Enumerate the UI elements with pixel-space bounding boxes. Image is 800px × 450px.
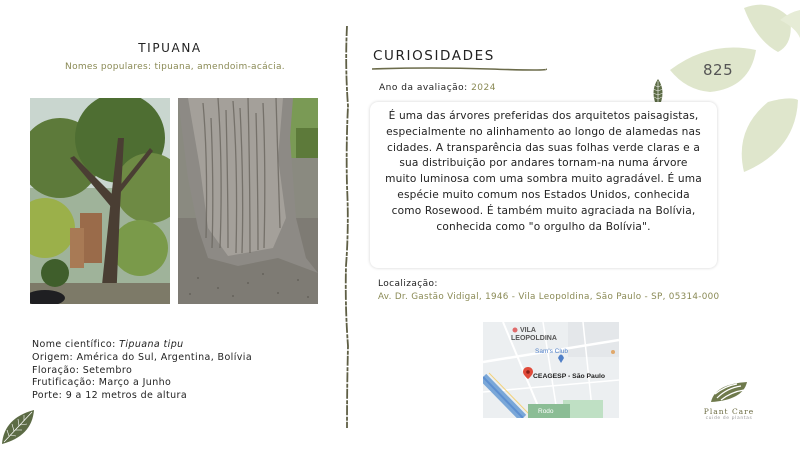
location-address: Av. Dr. Gastão Vidigal, 1946 - Vila Leopoldina, São Paulo - SP, 05314-000 xyxy=(378,292,720,302)
map-label-sams-club: Sam's Club xyxy=(535,348,569,355)
map-label-ceagesp: CEAGESP - São Paulo xyxy=(533,373,606,380)
curiosities-text: É uma das árvores preferidas dos arquitetos paisagistas, especialmente no alinhamento ao longo de alamedas nas cidades. A transparência das suas folhas verde claras e a sua distribuição por andares tornam-na numa árvore muito luminosa com uma sombra muito agradável. É uma espécie muito comum nos Estados Unidos, conhecida como Rosewood. É também muito agraciada na Bolívia, conhecida como "o orgulho da Bolívia". xyxy=(385,110,702,233)
location-map[interactable] xyxy=(483,322,619,418)
scientific-name-value: Tipuana tipu xyxy=(119,339,184,350)
page-number: 825 xyxy=(703,61,734,79)
leaf-icon xyxy=(0,406,36,446)
brand-name: Plant Care xyxy=(703,407,755,416)
flowering-row: Floração: Setembro xyxy=(32,364,133,376)
brand-logo xyxy=(694,378,764,421)
evaluation-year xyxy=(379,83,496,93)
popular-names: Nomes populares: tipuana, amendoim-acácia. xyxy=(65,62,285,72)
title-underline xyxy=(370,66,548,72)
plant-specs xyxy=(32,339,252,403)
curiosities-card xyxy=(370,102,717,268)
tree-canopy-photo xyxy=(30,98,170,304)
plant-title: TIPUANA xyxy=(138,41,202,55)
tree-trunk-photo xyxy=(178,98,318,304)
map-label-leopoldina: LEOPOLDINA xyxy=(511,335,557,342)
fruiting-row: Frutificação: Março a Junho xyxy=(32,377,172,389)
map-label-rodo: Rodo xyxy=(538,408,554,415)
brand-leaf-icon xyxy=(707,378,751,406)
evaluation-label: Ano da avaliação: xyxy=(379,83,472,93)
decorative-leaves xyxy=(670,0,800,180)
evaluation-value: 2024 xyxy=(471,83,496,93)
brand-tagline: cuide de plantas xyxy=(705,416,753,421)
location-label: Localização: xyxy=(378,279,438,289)
page-divider xyxy=(343,26,351,428)
size-row: Porte: 9 a 12 metros de altura xyxy=(32,390,188,402)
section-title: CURIOSIDADES xyxy=(373,48,495,64)
scientific-name-label: Nome científico: xyxy=(32,339,120,350)
scientific-name-row xyxy=(32,339,252,352)
map-label-vila: VILA xyxy=(520,327,536,334)
origin-row: Origem: América do Sul, Argentina, Bolívia xyxy=(32,351,253,363)
map-pin-icon xyxy=(523,367,533,379)
